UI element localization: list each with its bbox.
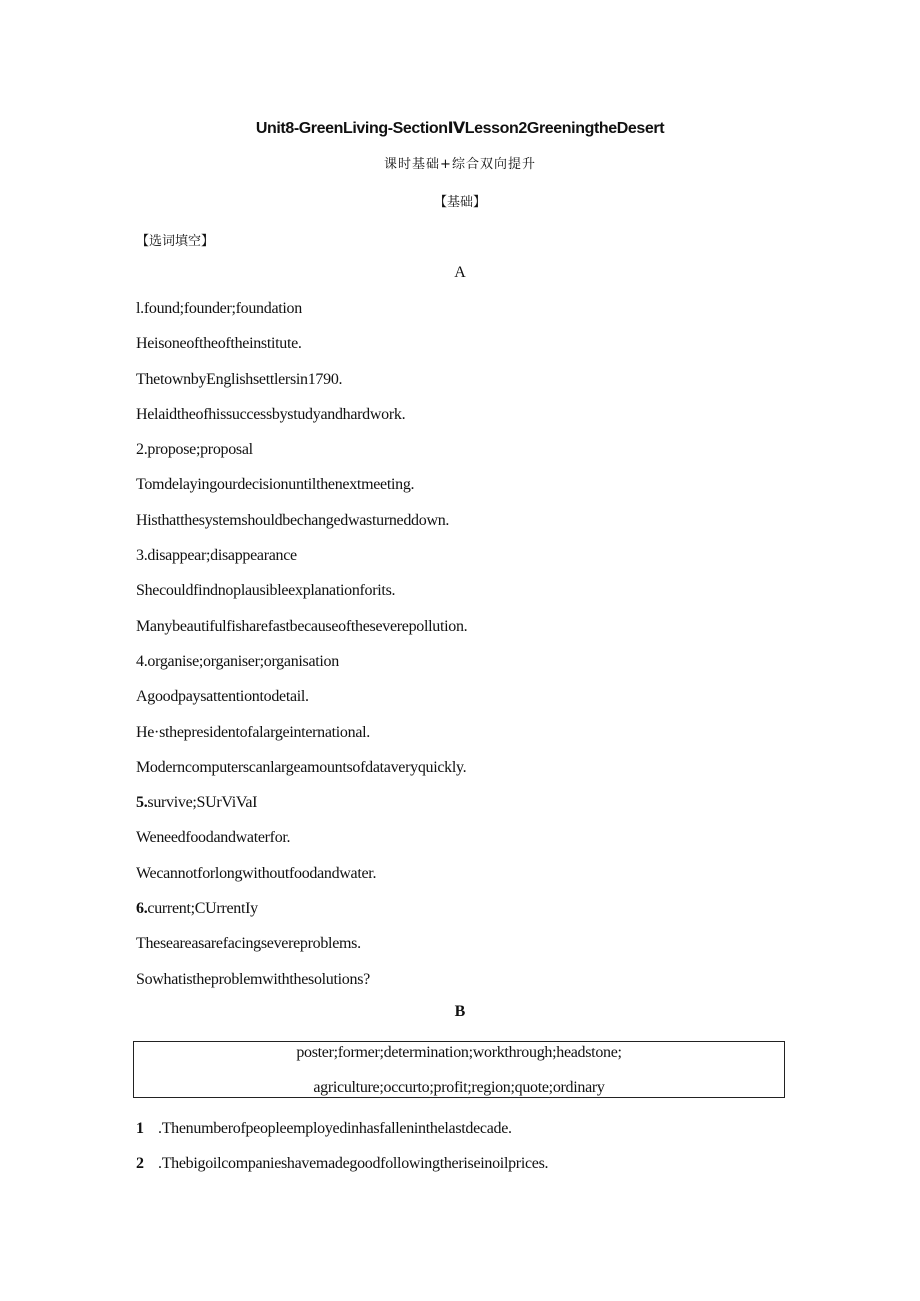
document-title: Unit8-GreenLiving-SectionⅣLesson2GreeningtheDesert (255, 120, 665, 137)
item-4-sentence-3: Moderncomputerscanlargeamountsofdataveryquickly. (136, 758, 467, 776)
item-3-sentence-1: Shecouldfindnoplausibleexplanationforits. (136, 582, 396, 600)
item-6-number: 6. (136, 900, 148, 918)
item-6-sentence-2: Sowhatistheproblemwiththesolutions? (136, 970, 370, 988)
section-heading-basic: 【基础】 (433, 195, 486, 210)
part-b-question-1 (136, 1120, 512, 1138)
item-5-sentence-2: Wecannotforlongwithoutfoodandwater. (136, 864, 377, 882)
question-text: .Thebigoilcompanieshavemadegoodfollowingtheriseinoilprices. (158, 1155, 549, 1172)
word-bank-box (133, 1041, 785, 1098)
part-a-label: A (454, 264, 466, 281)
item-1-sentence-1: Heisoneoftheoftheinstitute. (136, 335, 302, 353)
section-heading-word-fill: 【选词填空】 (136, 234, 215, 249)
item-5-words (136, 792, 796, 827)
part-b-label: B (454, 1003, 466, 1020)
item-4-sentence-2: He·sthepresidentofalargeinternational. (136, 723, 370, 741)
item-4-sentence-1: Agoodpaysattentiontodetail. (136, 688, 309, 706)
item-2-sentence-1: Tomdelayingourdecisionuntilthenextmeeting. (136, 476, 415, 494)
word-bank-row-2: agriculture;occurto;profit;region;quote;ordinary (313, 1079, 605, 1096)
item-1-words: l.found;founder;foundation (136, 300, 302, 317)
item-6-word-list: current;CUrrentIy (147, 900, 258, 918)
item-4-words: 4.organise;organiser;organisation (136, 652, 339, 670)
item-2-words: 2.propose;proposal (136, 441, 253, 459)
item-2-sentence-2: Histhatthesystemshouldbechangedwasturneddown. (136, 511, 450, 529)
item-6-sentence-1: Theseareasarefacingsevereproblems. (136, 935, 361, 953)
item-3-sentence-2: Manybeautifulfisharefastbecauseoftheseverepollution. (136, 617, 468, 635)
question-number: 2 (136, 1155, 144, 1172)
part-a-exercise-list (136, 298, 796, 1004)
item-1-sentence-3: Helaidtheofhissuccessbystudyandhardwork. (136, 405, 406, 423)
item-3-words: 3.disappear;disappearance (136, 547, 297, 565)
item-1-sentence-2: ThetownbyEnglishsettlersin1790. (136, 370, 343, 388)
part-b-question-2 (136, 1155, 548, 1173)
item-5-word-list: survive;SUrViVaI (147, 794, 258, 812)
item-5-number: 5. (136, 794, 148, 812)
item-5-sentence-1: Weneedfoodandwaterfor. (136, 829, 291, 847)
item-6-words (136, 898, 796, 933)
question-text: .Thenumberofpeopleemployedinhasfalleninthelastdecade. (158, 1120, 512, 1137)
word-bank-row-1: poster;former;determination;workthrough;headstone; (296, 1044, 622, 1061)
question-number: 1 (136, 1120, 144, 1137)
document-subtitle: 课时基础+综合双向提升 (384, 157, 536, 172)
